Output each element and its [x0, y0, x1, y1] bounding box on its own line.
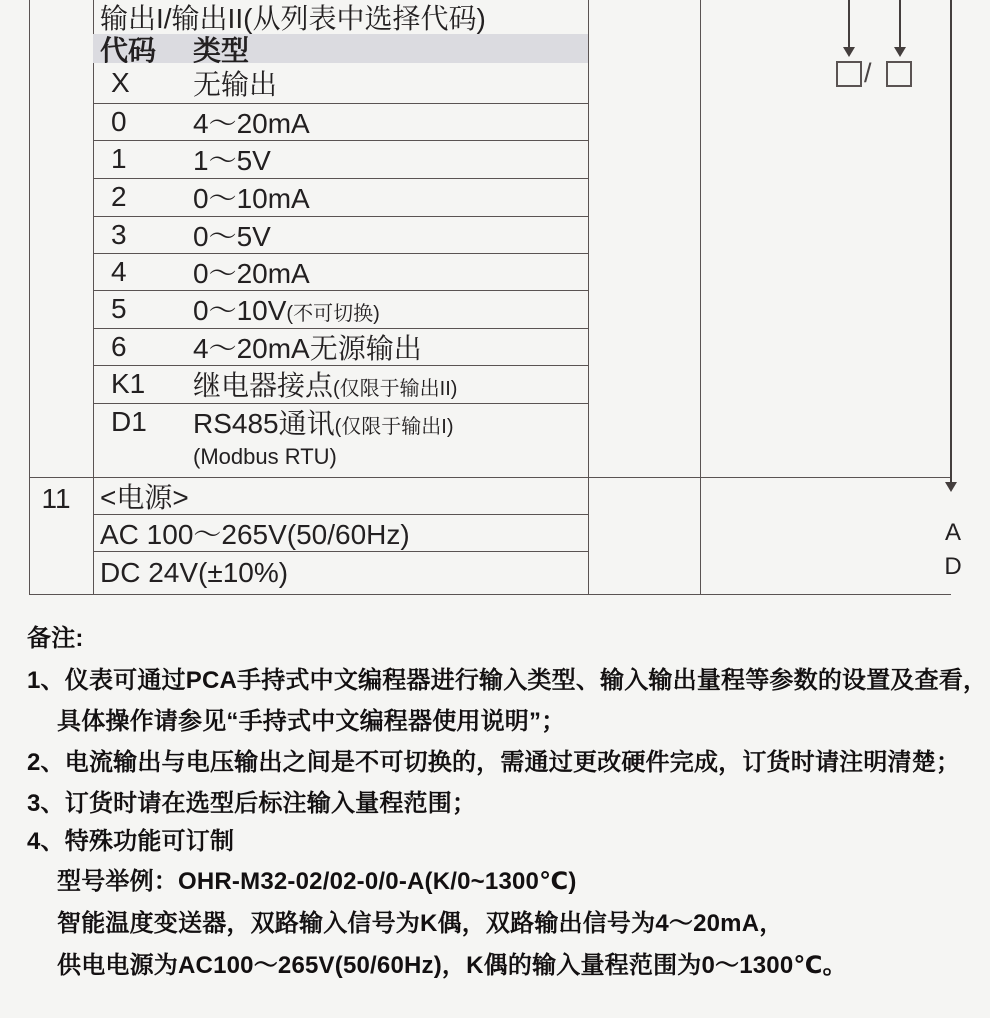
type-column-header: 类型: [193, 34, 250, 66]
slash-separator: /: [864, 58, 872, 88]
note-item-4: 4、特殊功能可订制: [27, 828, 235, 855]
row-code: 5: [111, 293, 127, 324]
row-number: 11: [41, 483, 71, 514]
output-header-label: 输出I/输出II(从列表中选择代码): [100, 3, 486, 34]
row-code: D1: [111, 406, 147, 437]
table-row: [93, 63, 588, 103]
row-type: 4～20mA: [193, 107, 310, 139]
row-type: RS485通讯(仅限于输出I): [193, 408, 454, 439]
arrow-down-icon: [843, 47, 855, 57]
notes-title: 备注:: [27, 625, 84, 652]
table-row: [93, 403, 588, 441]
table-mid-right-divider: [700, 0, 701, 594]
power-option-dc: DC 24V(±10%): [100, 556, 289, 588]
note-model-description-1: 智能温度变送器，双路输入信号为K偶，双路输出信号为4～20mA，: [57, 910, 784, 937]
arrow-down-icon: [945, 482, 957, 492]
power-section-header: <电源>: [100, 481, 189, 513]
output2-code-box: [886, 61, 912, 87]
leader-line-output2: [899, 0, 901, 47]
arrow-down-icon: [894, 47, 906, 57]
table-row: [93, 253, 588, 290]
code-column-header: 代码: [100, 34, 157, 66]
table-row: [93, 328, 588, 365]
note-item-3: 3、订货时请在选型后标注输入量程范围；: [27, 790, 477, 817]
row-type: 1～5V: [193, 145, 271, 176]
row-code: 6: [111, 330, 127, 362]
note-item-1-continued: 具体操作请参见“手持式中文编程器使用说明”；: [57, 708, 566, 735]
row-type: 0～5V: [193, 220, 271, 252]
row-type: 0～10mA: [193, 183, 310, 214]
row-code: 0: [111, 105, 127, 137]
table-bottom-border: [29, 594, 951, 595]
output1-code-box: [836, 61, 862, 87]
row-type: 无输出: [193, 69, 278, 100]
table-row: [93, 216, 588, 253]
note-item-1: 1、仪表可通过PCA手持式中文编程器进行输入类型、输入输出量程等参数的设置及查看，: [27, 667, 988, 694]
row-code: K1: [111, 368, 146, 399]
note-model-description-2: 供电电源为AC100～265V(50/60Hz)，K偶的输入量程范围为0～1300℃。: [57, 952, 847, 979]
row-type: 继电器接点(仅限于输出II): [193, 370, 458, 401]
note-item-2: 2、电流输出与电压输出之间是不可切换的，需通过更改硬件完成，订货时请注明清楚；: [27, 749, 961, 776]
row-type: 0～20mA: [193, 257, 310, 289]
row-code: 3: [111, 218, 127, 250]
table-row: [93, 365, 588, 403]
leader-line-power: [950, 0, 952, 482]
row-code: 1: [111, 143, 127, 174]
code-type-column-headers: [93, 34, 588, 66]
row-type-continuation: (Modbus RTU): [193, 444, 337, 469]
row-code: 4: [111, 255, 127, 287]
leader-line-output1: [848, 0, 850, 47]
power-option-ac: AC 100～265V(50/60Hz): [100, 518, 410, 550]
table-row: [93, 290, 588, 328]
table-row: [93, 178, 588, 216]
row-code: X: [111, 67, 130, 98]
row-type: 4～20mA无源输出: [193, 332, 422, 364]
row-code: 2: [111, 181, 127, 212]
power-code-d: D: [944, 553, 962, 580]
table-row: [93, 140, 588, 178]
table-row: [93, 103, 588, 140]
note-model-example: 型号举例：OHR-M32-02/02-0/0-A(K/0~1300℃): [57, 868, 577, 895]
row-type: 0～10V(不可切换): [193, 295, 380, 326]
power-code-a: A: [944, 519, 961, 546]
